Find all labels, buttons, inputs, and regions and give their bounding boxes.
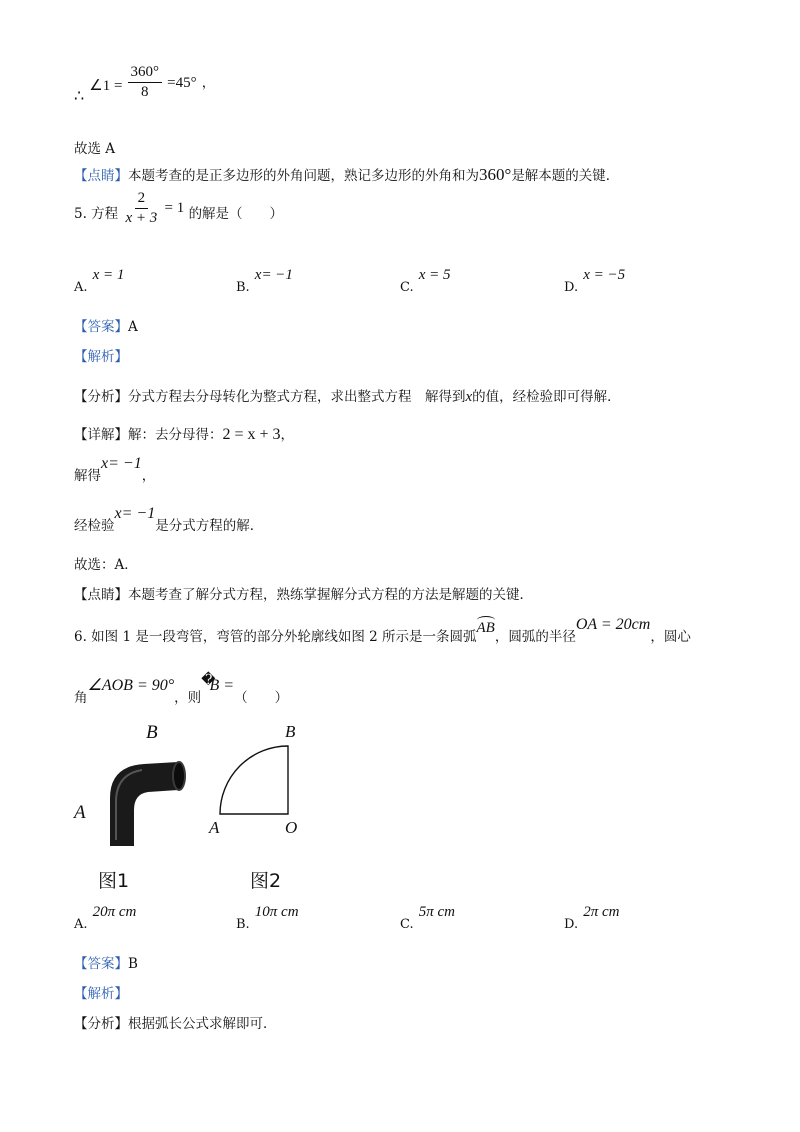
q5-option-a-value: x = 1 (92, 267, 125, 283)
figure-1 (70, 718, 210, 848)
q6-answer (74, 952, 138, 972)
q5-check-text-a: 经检验 (74, 518, 115, 534)
q4-comment-math: 360° (479, 165, 512, 184)
q5-answer (74, 315, 138, 335)
q4-comment-text-a: 本题考查的是正多边形的外角问题，熟记多边形的外角和为 (128, 168, 479, 184)
angle1-denominator: 8 (141, 84, 149, 100)
therefore-symbol: ∴ (74, 88, 85, 105)
q6-angle-math: ∠AOB = 90° (87, 677, 175, 694)
q6-stem-b: ，圆弧的半径 (494, 629, 576, 645)
q6-option-d (564, 901, 620, 932)
q6-radius-math: OA = 20cm (575, 616, 651, 633)
q6-analysis-label: 【解析】 (74, 986, 128, 1002)
q4-comment-text-b: 是解本题的关键． (511, 168, 620, 184)
angle1-equation (74, 64, 216, 105)
q5-fenxi (74, 385, 621, 406)
q5-fenxi-text-b: 的值，经检验即可得解． (472, 389, 621, 405)
q5-fraction (122, 190, 160, 227)
q6-stem-a: 6. 如图 1 是一段弯管，弯管的部分外轮廓线如图 2 所示是一条圆弧 (74, 629, 477, 645)
q5-fenxi-label: 【分析】 (74, 389, 128, 405)
fig2-label-o: O (285, 818, 298, 837)
q5-stem-suffix: 的解是（ ） (188, 206, 284, 222)
q5-option-a-label: A. (74, 280, 88, 295)
q6-glitch-char: � (201, 672, 216, 688)
q5-fraction-den: x + 3 (125, 210, 158, 226)
q5-answer-label: 【答案】 (74, 319, 128, 335)
q5-comment (74, 583, 533, 603)
q6-option-a-label: A. (74, 917, 88, 932)
q6-fenxi (74, 1012, 277, 1032)
q5-comment-label: 【点睛】 (74, 587, 128, 603)
q6-option-b (236, 901, 299, 932)
q5-solve-tail: ， (141, 468, 156, 484)
angle1-lhs: ∠1 = (89, 78, 123, 94)
q5-check (74, 502, 264, 534)
q6-option-b-value: 10π cm (254, 904, 299, 920)
q5-detail-label: 【详解】 (74, 427, 128, 443)
q6-option-c-value: 5π cm (418, 904, 455, 920)
q5-solve-math: x= −1 (101, 455, 142, 472)
q5-answer-value: A (128, 319, 138, 335)
q6-option-b-label: B. (236, 917, 250, 932)
q6-arc-name: AB (476, 620, 495, 636)
q5-detail (74, 423, 294, 444)
fig1-label-a: A (74, 802, 86, 823)
fig2-label-b: B (285, 722, 296, 741)
q6-line2-b: ，则 (174, 690, 202, 706)
bent-pipe-image (92, 748, 192, 848)
q6-line2-arc: B = (209, 677, 235, 694)
fig1-label-b: B (146, 722, 158, 743)
q6-fenxi-text: 根据弧长公式求解即可． (128, 1016, 277, 1032)
q4-answer-line: 故选 A (74, 141, 116, 157)
q6-stem-line1 (74, 613, 691, 645)
q5-option-d (564, 264, 626, 295)
q6-answer-label: 【答案】 (74, 956, 128, 972)
q5-comment-text: 本题考查了解分式方程，熟练掌握解分式方程的方法是解题的关键． (128, 587, 533, 603)
angle1-fraction (128, 64, 163, 101)
q5-option-a (74, 264, 125, 295)
q6-fenxi-label: 【分析】 (74, 1016, 128, 1032)
q4-comment-label: 【点睛】 (74, 168, 128, 184)
q4-comment (74, 164, 619, 185)
fig2-caption: 图2 (250, 870, 282, 892)
q5-detail-tail: ， (280, 427, 295, 443)
q5-fenxi-text-a: 分式方程去分母转化为整式方程，求出整式方程 解得到 (128, 389, 466, 405)
q5-option-c-label: C. (400, 280, 414, 295)
angle1-tail: ， (201, 75, 216, 91)
q6-option-c-label: C. (400, 917, 414, 932)
q5-check-math: x= −1 (114, 505, 156, 522)
q6-answer-value: B (128, 956, 138, 972)
q5-option-b (236, 264, 293, 295)
q6-option-d-label: D. (564, 917, 579, 932)
q5-option-b-label: B. (236, 280, 250, 295)
q6-line2-a: 角 (74, 690, 88, 706)
q5-stem-prefix: 5. 方程 (74, 206, 119, 222)
figure-2 (205, 720, 325, 845)
q5-detail-math: 2 = x + 3 (222, 426, 281, 443)
q6-option-c (400, 901, 455, 932)
q5-check-text-b: 是分式方程的解． (155, 518, 264, 534)
q6-option-a (74, 901, 137, 932)
q5-stem (74, 190, 283, 227)
q6-option-a-value: 20π cm (92, 904, 137, 920)
fig2-label-a: A (209, 818, 220, 837)
angle1-rhs: =45° (167, 75, 197, 91)
q6-stem-line2 (74, 672, 289, 706)
q5-option-c-value: x = 5 (418, 267, 451, 283)
fig1-caption: 图1 (98, 870, 130, 892)
quarter-arc-diagram (217, 743, 297, 823)
q5-option-d-label: D. (564, 280, 579, 295)
q6-option-d-value: 2π cm (583, 904, 620, 920)
q5-solve (74, 452, 156, 484)
q5-solve-text: 解得 (74, 468, 101, 484)
q5-option-d-value: x = −5 (583, 267, 626, 283)
q5-choose: 故选：A． (74, 557, 138, 573)
q5-analysis-label: 【解析】 (74, 349, 128, 365)
q5-detail-text: 解：去分母得： (128, 427, 223, 443)
q5-fraction-num: 2 (135, 190, 149, 209)
q5-fenxi-var: x (465, 389, 473, 405)
q5-option-c (400, 264, 451, 295)
q5-fraction-rhs: = 1 (164, 200, 185, 216)
angle1-numerator: 360° (128, 64, 163, 83)
q5-option-b-value: x= −1 (254, 267, 293, 283)
q6-stem-c: ，圆心 (650, 629, 691, 645)
q6-line2-c: （ ） (234, 690, 289, 706)
